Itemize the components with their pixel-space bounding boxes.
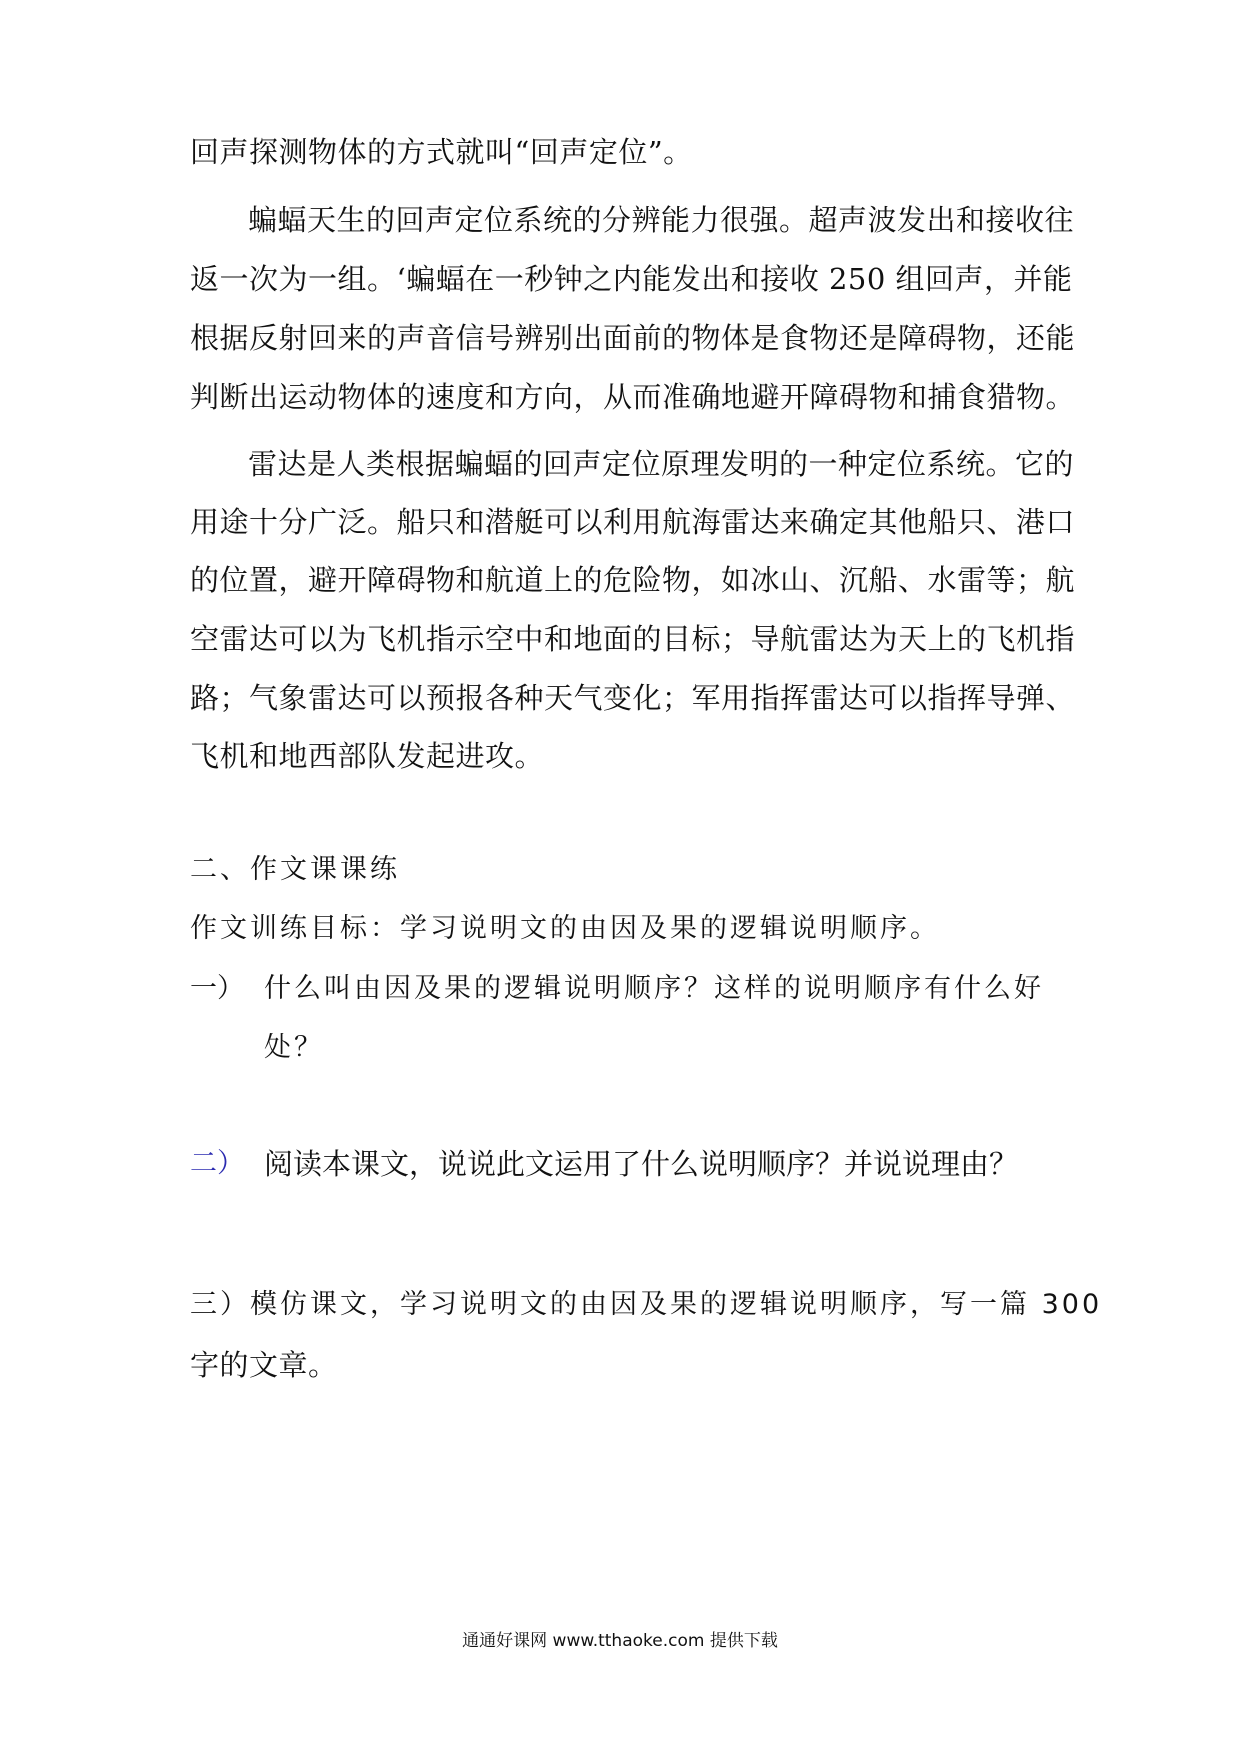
text-line: 蝙蝠天生的回声定位系统的分辨能力很强。超声波发出和接收往: [248, 203, 1075, 237]
text-line: 路；气象雷达可以预报各种天气变化；军用指挥雷达可以指挥导弹、: [190, 681, 1076, 715]
question-text: 什么叫由因及果的逻辑说明顺序？这样的说明顺序有什么好: [264, 973, 1044, 1004]
question-3: 三）模仿课文，学习说明文的由因及果的逻辑说明顺序，写一篇 300: [190, 1289, 1103, 1320]
question-1: [190, 969, 1060, 1009]
question-3-continued: 字的文章。: [190, 1348, 338, 1382]
question-2: [190, 1144, 1060, 1184]
text-line: 根据反射回来的声音信号辨别出面前的物体是食物还是障碍物，还能: [190, 321, 1076, 355]
question-number: 二）: [190, 1148, 244, 1179]
text-line: 的位置，避开障碍物和航道上的危险物，如冰山、沉船、水雷等；航: [190, 563, 1076, 597]
text-line: 返一次为一组。‘蝙蝠在一秒钟之内能发出和接收 250 组回声，并能: [190, 262, 1073, 296]
text-line: 空雷达可以为飞机指示空中和地面的目标；导航雷达为天上的飞机指: [190, 622, 1076, 656]
question-text-continued: 处？: [264, 1032, 324, 1063]
text-line: 回声探测物体的方式就叫“回声定位”。: [190, 135, 693, 169]
question-number: 一）: [190, 973, 244, 1004]
footer-text: 通通好课网 www.tthaoke.com 提供下载: [462, 1631, 778, 1651]
text-line: 判断出运动物体的速度和方向，从而准确地避开障碍物和捕食猎物。: [190, 380, 1076, 414]
text-line: 雷达是人类根据蝙蝠的回声定位原理发明的一种定位系统。它的: [248, 447, 1075, 481]
section-heading: 二、作文课课练: [190, 854, 400, 885]
text-line: 飞机和地西部队发起进攻。: [190, 739, 545, 773]
goal-text: 作文训练目标：学习说明文的由因及果的逻辑说明顺序。: [190, 913, 940, 944]
question-text: 阅读本课文，说说此文运用了什么说明顺序？并说说理由？: [264, 1147, 1019, 1181]
text-line: 用途十分广泛。船只和潜艇可以利用航海雷达来确定其他船只、港口: [190, 505, 1076, 539]
